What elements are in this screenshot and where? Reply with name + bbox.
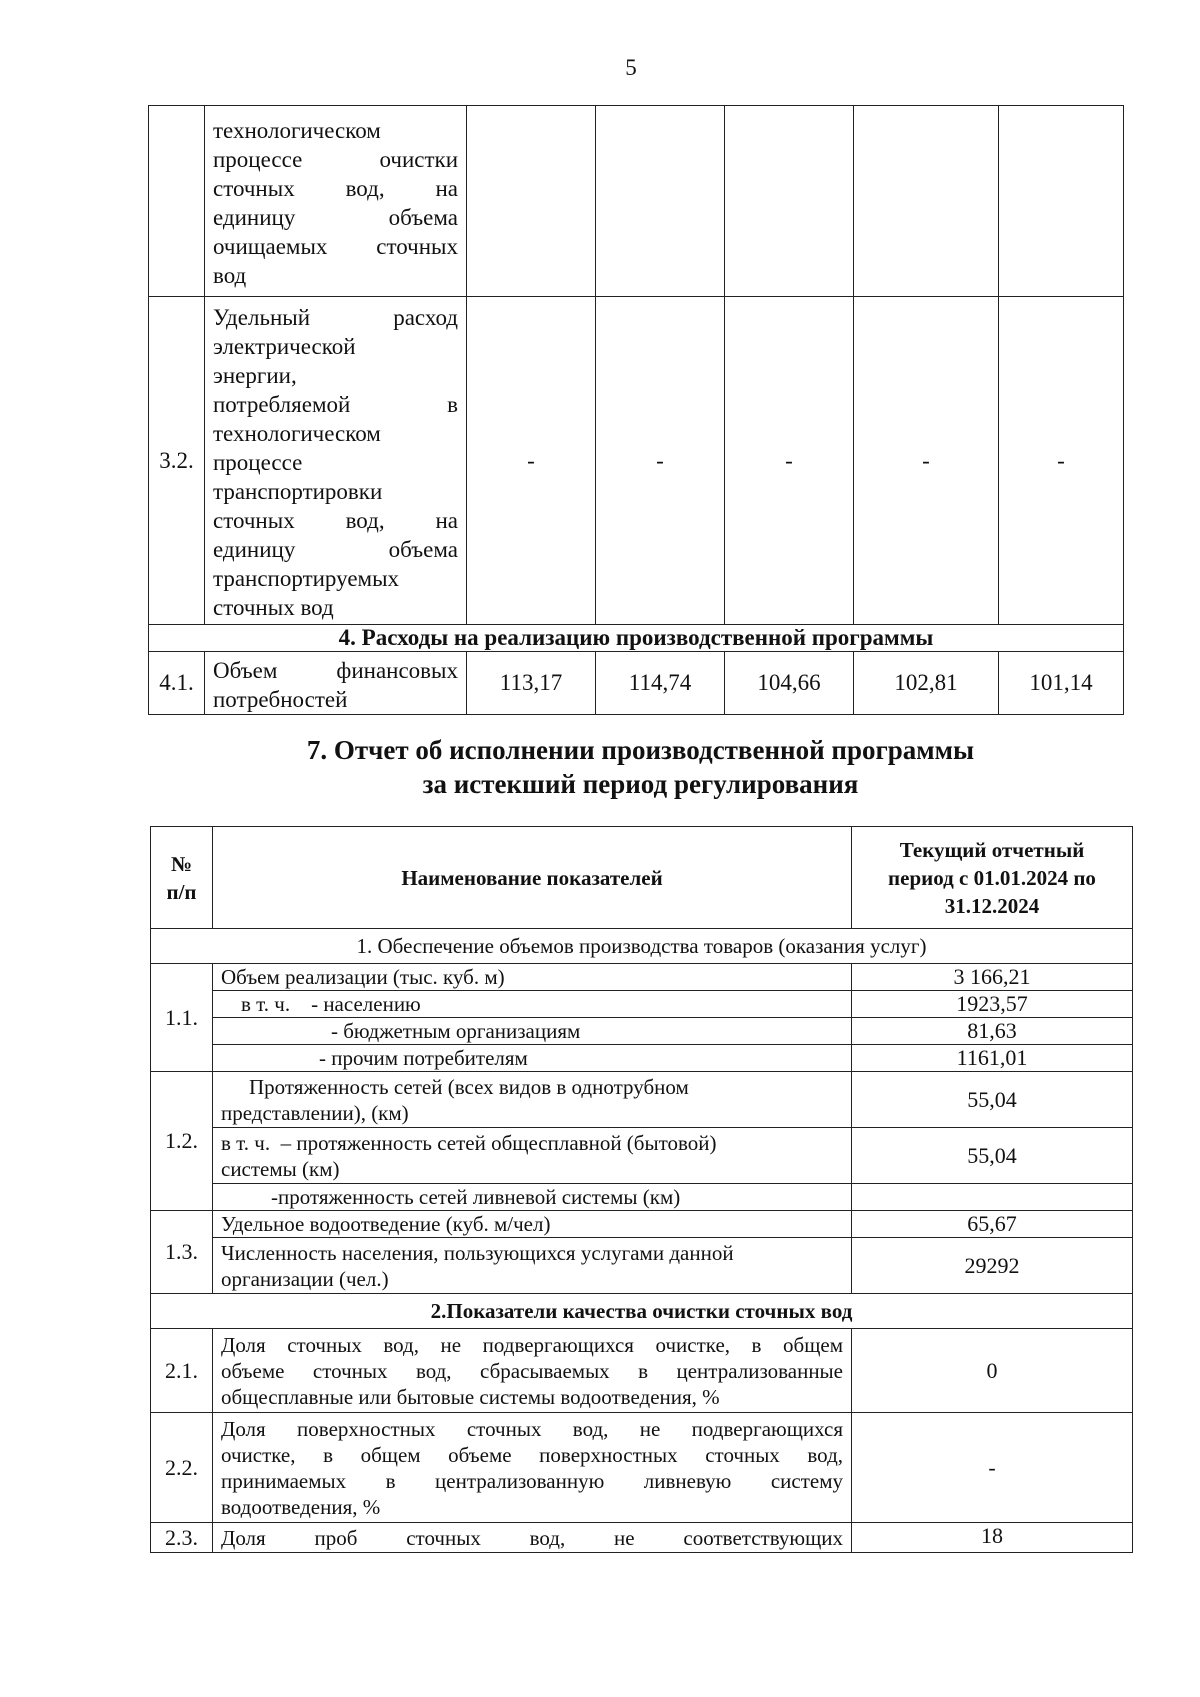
row-number-cell: 1.1. bbox=[151, 964, 213, 1072]
value-cell: 104,66 bbox=[725, 652, 854, 715]
table-row bbox=[151, 1523, 1133, 1553]
name-line: технологическом bbox=[213, 421, 381, 446]
table-row bbox=[151, 991, 1133, 1018]
indicator-name-cell: -протяженность сетей ливневой системы (км) bbox=[213, 1184, 852, 1211]
row-number-cell: 2.3. bbox=[151, 1523, 213, 1553]
name-line: Удельный расход bbox=[213, 305, 458, 330]
section-title: 4. Расходы на реализацию производственной программы bbox=[149, 625, 1124, 652]
row-number-cell: 2.1. bbox=[151, 1329, 213, 1413]
value-cell: - bbox=[852, 1413, 1133, 1523]
value-cell: 18 bbox=[852, 1523, 1133, 1553]
production-program-table-continuation bbox=[148, 105, 1124, 715]
name-line: очистке, в общем объеме поверхностных сточных вод, bbox=[221, 1442, 843, 1467]
indicator-name-cell bbox=[205, 297, 467, 625]
name-line: очищаемых сточных bbox=[213, 234, 458, 259]
name-line: транспортировки bbox=[213, 479, 383, 504]
name-line: транспортируемых bbox=[213, 566, 400, 591]
indicator-name-cell: Протяженность сетей (всех видов в однотрубном представлении), (км) bbox=[213, 1072, 852, 1128]
value-cell bbox=[854, 106, 999, 297]
indicator-name-cell: в т. ч. - населению bbox=[213, 991, 852, 1018]
production-program-report-table bbox=[150, 826, 1133, 1553]
header-name-cell: Наименование показателей bbox=[213, 827, 852, 929]
name-line: потребляемой в bbox=[213, 392, 458, 417]
table-row bbox=[149, 297, 1124, 625]
name-line: сточных вод bbox=[213, 595, 334, 620]
name-line: объеме сточных вод, сбрасываемых в централизованные bbox=[221, 1358, 843, 1383]
value-cell: 81,63 bbox=[852, 1018, 1133, 1045]
name-line: сточных вод, на bbox=[213, 508, 458, 533]
row-number-cell: 2.2. bbox=[151, 1413, 213, 1523]
row-number-cell: 1.2. bbox=[151, 1072, 213, 1211]
name-line: энергии, bbox=[213, 363, 297, 388]
header-period-cell: Текущий отчетный период с 01.01.2024 по 31.12.2024 bbox=[852, 827, 1133, 929]
table-row bbox=[151, 1238, 1133, 1294]
row-number-cell: 1.3. bbox=[151, 1211, 213, 1294]
name-line: технологическом bbox=[213, 118, 381, 143]
value-cell bbox=[725, 106, 854, 297]
section-title: 1. Обеспечение объемов производства товаров (оказания услуг) bbox=[151, 929, 1133, 964]
page-number: 5 bbox=[625, 55, 637, 80]
indicator-name-cell: Численность населения, пользующихся услугами данной организации (чел.) bbox=[213, 1238, 852, 1294]
value-cell: - bbox=[467, 297, 596, 625]
name-line: принимаемых в централизованную ливневую систему bbox=[221, 1468, 843, 1493]
value-cell: 29292 bbox=[852, 1238, 1133, 1294]
header-number-cell: № п/п bbox=[151, 827, 213, 929]
indicator-name-cell bbox=[205, 106, 467, 297]
section-title: 2.Показатели качества очистки сточных вод bbox=[151, 1294, 1133, 1329]
table-row bbox=[151, 1072, 1133, 1128]
name-line: Объем финансовых bbox=[213, 658, 458, 683]
name-line: сточных вод, на bbox=[213, 176, 458, 201]
table-row bbox=[151, 1018, 1133, 1045]
indicator-name-cell: Доля проб сточных вод, не соответствующих bbox=[213, 1523, 852, 1553]
section-heading bbox=[148, 733, 1133, 801]
value-cell: - bbox=[999, 297, 1124, 625]
indicator-name-cell: - прочим потребителям bbox=[213, 1045, 852, 1072]
indicator-name-cell bbox=[213, 1329, 852, 1413]
section-row bbox=[149, 625, 1124, 652]
value-cell bbox=[999, 106, 1124, 297]
value-cell: - bbox=[854, 297, 999, 625]
row-number-cell: 4.1. bbox=[149, 652, 205, 715]
name-line: единицу объема bbox=[213, 537, 458, 562]
table-row bbox=[151, 964, 1133, 991]
heading-line: 7. Отчет об исполнении производственной программы bbox=[306, 735, 975, 765]
indicator-name-cell: Удельное водоотведение (куб. м/чел) bbox=[213, 1211, 852, 1238]
indicator-name-cell: Объем реализации (тыс. куб. м) bbox=[213, 964, 852, 991]
name-line: общесплавные или бытовые системы водоотведения, % bbox=[221, 1384, 720, 1409]
value-cell: - bbox=[725, 297, 854, 625]
table-row bbox=[149, 106, 1124, 297]
value-cell: 101,14 bbox=[999, 652, 1124, 715]
name-line: процессе bbox=[213, 450, 303, 475]
heading-line: за истекший период регулирования bbox=[422, 769, 859, 799]
table-row bbox=[151, 1045, 1133, 1072]
name-line: процессе очистки bbox=[213, 147, 458, 172]
name-line: Доля поверхностных сточных вод, не подвергающихся bbox=[221, 1416, 843, 1441]
value-cell: 1161,01 bbox=[852, 1045, 1133, 1072]
table-row bbox=[151, 1128, 1133, 1184]
name-line: водоотведения, % bbox=[221, 1494, 381, 1519]
value-cell: 114,74 bbox=[596, 652, 725, 715]
name-line: электрической bbox=[213, 334, 356, 359]
section-row bbox=[151, 929, 1133, 964]
header-row bbox=[151, 827, 1133, 929]
table-row bbox=[149, 652, 1124, 715]
value-cell: 1923,57 bbox=[852, 991, 1133, 1018]
value-cell: 55,04 bbox=[852, 1128, 1133, 1184]
table-row bbox=[151, 1184, 1133, 1211]
name-line: потребностей bbox=[213, 687, 348, 712]
value-cell: 0 bbox=[852, 1329, 1133, 1413]
value-cell: 65,67 bbox=[852, 1211, 1133, 1238]
row-number-cell: 3.2. bbox=[149, 297, 205, 625]
table-row bbox=[151, 1413, 1133, 1523]
row-number-cell bbox=[149, 106, 205, 297]
indicator-name-cell: в т. ч. – протяженность сетей общесплавной (бытовой) системы (км) bbox=[213, 1128, 852, 1184]
name-line: вод bbox=[213, 263, 247, 288]
value-cell bbox=[596, 106, 725, 297]
indicator-name-cell bbox=[213, 1413, 852, 1523]
name-line: единицу объема bbox=[213, 205, 458, 230]
value-cell: 113,17 bbox=[467, 652, 596, 715]
value-cell bbox=[467, 106, 596, 297]
indicator-name-cell: - бюджетным организациям bbox=[213, 1018, 852, 1045]
value-cell: 55,04 bbox=[852, 1072, 1133, 1128]
table-row bbox=[151, 1211, 1133, 1238]
value-cell: 102,81 bbox=[854, 652, 999, 715]
table-row bbox=[151, 1329, 1133, 1413]
section-row bbox=[151, 1294, 1133, 1329]
value-cell: - bbox=[596, 297, 725, 625]
name-line: Доля сточных вод, не подвергающихся очистке, в общем bbox=[221, 1332, 843, 1357]
value-cell bbox=[852, 1184, 1133, 1211]
indicator-name-cell bbox=[205, 652, 467, 715]
value-cell: 3 166,21 bbox=[852, 964, 1133, 991]
